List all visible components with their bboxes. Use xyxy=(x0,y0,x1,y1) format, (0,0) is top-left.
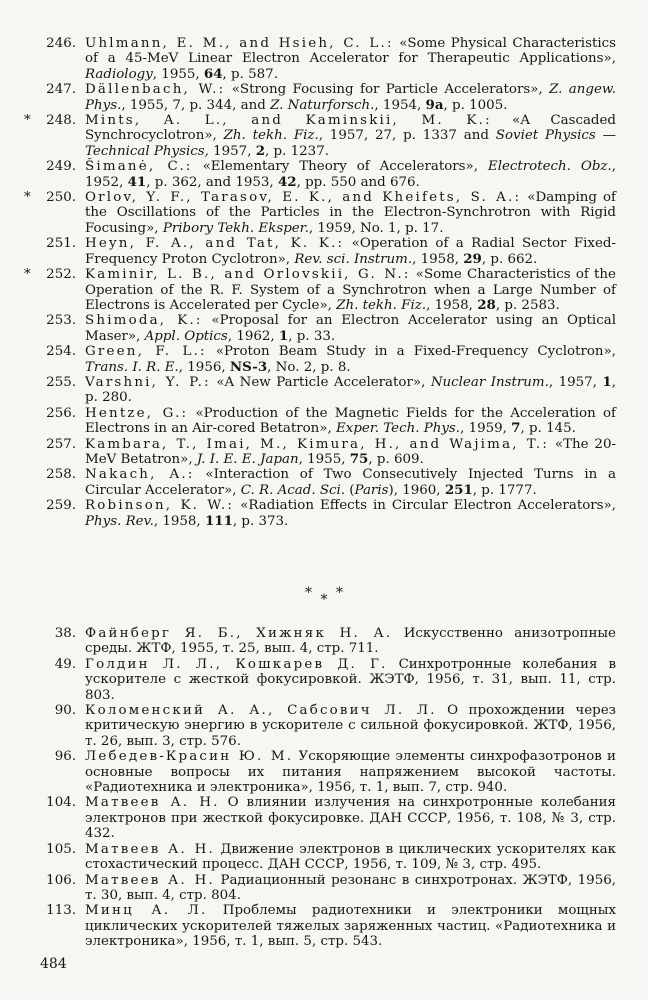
reference-authors: Матвеев А. Н. xyxy=(85,841,215,857)
reference-authors: Green, F. L.: xyxy=(85,344,207,360)
reference-text: , 1955, xyxy=(298,451,350,467)
reference-number-text: 258. xyxy=(46,467,76,483)
reference-number xyxy=(38,344,76,359)
reference-authors: Матвеев А. Н. xyxy=(85,795,220,811)
journal-title: Soviet Physics — Technical Physics, xyxy=(85,128,616,159)
reference-number xyxy=(38,406,76,421)
reference-entry xyxy=(38,236,616,267)
reference-text: , p. 609. xyxy=(368,451,424,467)
reference-authors: Dällenbach, W.: xyxy=(85,82,226,98)
reference-text: , p. 362, and 1953, xyxy=(146,174,278,190)
reference-text: Проблемы радиотехники и электроники мощных циклических ускорителей тяжелых заряженных частиц. «Радиотехника и электроника», 1956, т. 1, вып. 5, стр. 543. xyxy=(85,903,616,950)
journal-title: Trans. I. R. E. xyxy=(85,359,179,375)
reference-authors: Коломенский А. А., Сабсович Л. Л. xyxy=(85,703,437,719)
journal-title: Paris xyxy=(354,482,389,498)
reference-number: 49. xyxy=(54,656,76,672)
volume-number: 111 xyxy=(204,512,233,529)
reference-number xyxy=(24,190,76,206)
reference-number: 105. xyxy=(46,841,76,857)
reference-number-text: 255. xyxy=(46,374,76,390)
reference-number xyxy=(38,313,76,328)
reference-number xyxy=(38,375,76,390)
reference-text: «Proton Beam Study in a Fixed-Frequency Cyclotron», xyxy=(215,344,616,360)
reference-number xyxy=(38,159,76,174)
reference-text: , p. 1777. xyxy=(472,482,537,498)
reference-entry xyxy=(38,498,616,529)
volume-number: 75 xyxy=(349,450,369,467)
separator-star: * xyxy=(305,585,313,601)
reference-number xyxy=(24,113,76,129)
reference-number-text: 252. xyxy=(46,267,76,283)
reference-authors: Uhlmann, E. M., and Hsieh, C. L.: xyxy=(85,36,394,51)
reference-entry-ru xyxy=(38,795,616,841)
reference-entry xyxy=(38,82,616,113)
reference-text: , No. 2, p. 8. xyxy=(267,359,351,375)
reference-authors: Šimanė, C.: xyxy=(85,159,193,175)
journal-title: Zh. tekh. Fiz. xyxy=(336,297,427,313)
reference-authors: Heyn, F. A., and Tat, K. K.: xyxy=(85,236,345,252)
reference-authors: Лебедев-Красин Ю. М. xyxy=(85,749,294,765)
reference-text: , p. 33. xyxy=(288,328,336,344)
reference-number-text: 257. xyxy=(46,436,76,452)
reference-text: , 1958, xyxy=(426,297,478,313)
reference-number-text: 247. xyxy=(46,82,76,98)
journal-title: Radiology xyxy=(85,66,153,82)
reference-authors: Nakach, A.: xyxy=(85,467,195,483)
volume-number: 251 xyxy=(444,481,473,498)
reference-authors: Голдин Л. Л., Кошкарев Д. Г. xyxy=(85,656,388,672)
journal-title: Appl. Optics xyxy=(144,328,228,344)
journal-title: Phys. Rev. xyxy=(85,513,154,529)
reference-text: , p. 1237. xyxy=(265,143,329,159)
volume-number: 29 xyxy=(463,250,482,267)
reference-text: , p. 145. xyxy=(520,421,576,437)
reference-authors: Orlov, Y. F., Tarasov, E. K., and Kheifets, S. A.: xyxy=(85,190,522,206)
reference-text: 1957, xyxy=(208,143,256,159)
journal-title: Rev. sci. Instrum. xyxy=(294,251,413,267)
volume-number: 64 xyxy=(203,65,223,82)
reference-text: Синхротронные колебания в ускорителе с жесткой фокусировкой. ЖЭТФ, 1956, т. 31, вып. 11, стр. 803. xyxy=(85,656,616,703)
reference-text: , p. 280. xyxy=(85,374,616,406)
reference-text: , 1955, xyxy=(152,66,204,82)
reference-entry-ru xyxy=(38,657,616,703)
reference-text: «Some Characteristics of the Operation of the R. F. System of a Synchrotron when a Large Number of Electrons is Accelerated per Cycle», xyxy=(85,267,616,313)
volume-number: 9a xyxy=(425,96,444,113)
reference-text: «Some Physical Characteristics of a 45-MeV Linear Electron Accelerator for Therapeutic Applications», xyxy=(85,36,616,67)
reference-text: «Elementary Theory of Accelerators», xyxy=(202,159,488,175)
reference-number-text: 246. xyxy=(46,36,76,51)
reference-number: 113. xyxy=(46,903,76,919)
reference-number: 96. xyxy=(54,749,76,765)
volume-number: 2 xyxy=(255,142,266,159)
asterisk-mark: * xyxy=(24,113,31,129)
volume-number: NS-3 xyxy=(229,358,268,375)
journal-title: J. I. E. E. Japan xyxy=(196,451,299,467)
reference-number: 104. xyxy=(46,795,76,811)
reference-entry xyxy=(38,36,616,82)
reference-authors: Varshni, Y. P.: xyxy=(85,374,211,390)
reference-authors: Shimoda, K.: xyxy=(85,313,203,329)
reference-number-text: 259. xyxy=(46,498,76,514)
asterisk-mark: * xyxy=(24,190,31,206)
reference-text: , 1962, xyxy=(227,328,279,344)
journal-title: Electrotech. Obz. xyxy=(487,159,612,175)
reference-entry xyxy=(38,344,616,375)
reference-entry xyxy=(24,267,616,313)
reference-entry xyxy=(38,313,616,344)
journal-title: Pribory Tekh. Eksper. xyxy=(162,220,309,236)
reference-number xyxy=(38,36,76,51)
volume-number: 41 xyxy=(127,173,147,190)
reference-text: ( xyxy=(345,482,355,498)
reference-authors: Матвеев А. Н. xyxy=(85,872,215,888)
reference-number xyxy=(38,82,76,97)
reference-text: «Radiation Effects in Circular Electron Accelerators», xyxy=(240,498,616,514)
reference-entry-ru xyxy=(38,903,616,949)
reference-text: «Proposal for an Electron Accelerator using an Optical Maser», xyxy=(85,313,616,344)
english-reference-list xyxy=(24,36,616,529)
reference-entry xyxy=(38,467,616,498)
reference-number-text: 250. xyxy=(46,190,76,206)
journal-title: C. R. Acad. Sci. xyxy=(240,482,346,498)
reference-number-text: 256. xyxy=(46,405,76,421)
reference-entry xyxy=(24,190,616,236)
reference-text: , p. 1005. xyxy=(443,97,508,113)
reference-authors: Kambara, T., Imai, M., Kimura, H., and Wajima, T.: xyxy=(85,436,550,452)
reference-text: «Operation of a Radial Sector Fixed-Frequency Proton Cyclotron», xyxy=(85,236,616,267)
journal-title: Fiz. xyxy=(293,128,319,144)
reference-authors: Kaminir, L. B., and Orlovskii, G. N.: xyxy=(85,267,411,283)
reference-number xyxy=(24,267,76,283)
reference-entry-ru xyxy=(38,749,616,795)
reference-text: Движение электронов в циклических ускорителях как стохастический процесс. ДАН СССР, 1956, т. 109, № 3, стр. 495. xyxy=(85,841,616,873)
reference-text: «A New Particle Accelerator», xyxy=(216,374,431,390)
reference-text: , 1958, xyxy=(412,251,464,267)
reference-number xyxy=(38,437,76,452)
reference-entry xyxy=(38,406,616,437)
journal-title: Zh. tekh xyxy=(223,128,283,144)
volume-number: 1 xyxy=(278,327,289,344)
reference-text: , 1954, xyxy=(374,97,426,113)
reference-text: . xyxy=(282,128,294,144)
russian-reference-list xyxy=(38,626,616,950)
reference-entry xyxy=(38,159,616,190)
reference-entry xyxy=(38,437,616,468)
reference-text: , 1958, xyxy=(153,513,205,529)
journal-title: Z. Naturforsch. xyxy=(270,97,375,113)
journal-title: Z. angew. Phys. xyxy=(85,82,616,113)
reference-text: «Production of the Magnetic Fields for the Acceleration of Electrons in an Air-cored Betatron», xyxy=(85,405,616,437)
reference-entry-ru xyxy=(38,873,616,904)
reference-entry xyxy=(38,375,616,406)
reference-entry-ru xyxy=(38,703,616,749)
reference-number xyxy=(38,467,76,482)
reference-text: «A Cascaded Synchrocyclotron», xyxy=(85,113,616,144)
reference-text: , 1952, xyxy=(85,159,616,190)
reference-authors: Robinson, K. W.: xyxy=(85,498,235,514)
reference-authors: Файнберг Я. Б., Хижняк Н. А. xyxy=(85,626,393,641)
reference-text: О прохождении через критическую энергию в ускорителе с сильной фокусировкой. ЖТФ, 1956, т. 26, вып. 3, стр. 576. xyxy=(85,703,616,749)
reference-text: , p. 662. xyxy=(481,251,538,267)
reference-text: Искусственно анизотропные среды. ЖТФ, 1955, т. 25, вып. 4, стр. 711. xyxy=(85,626,616,657)
asterisk-mark: * xyxy=(24,267,31,283)
reference-entry xyxy=(24,113,616,159)
reference-text: , p. 587. xyxy=(222,66,278,82)
reference-text: Ускоряющие элементы синхрофазотронов и основные вопросы их питания напряжением высокой частоты. «Радиотехника и электроника», 1956, т. 1, вып. 7, стр. 940. xyxy=(85,749,616,796)
reference-number: 90. xyxy=(54,703,76,719)
reference-text: «Damping of the Oscillations of the Particles in the Electron-Synchrotron with Rigid Focusing», xyxy=(85,190,616,236)
reference-text: , 1959, xyxy=(460,421,512,437)
reference-entry-ru xyxy=(38,842,616,873)
reference-text: , 1955, 7, p. 344, and xyxy=(121,97,271,113)
reference-authors: Hentze, G.: xyxy=(85,405,189,421)
reference-text: «Strong Focusing for Particle Accelerators», xyxy=(231,82,550,98)
reference-number: 38. xyxy=(54,626,76,641)
reference-authors: Минц А. Л. xyxy=(85,903,208,919)
reference-number-text: 251. xyxy=(46,236,76,252)
section-separator xyxy=(0,585,648,608)
reference-text: , 1957, xyxy=(548,374,603,390)
reference-text: ), 1960, xyxy=(388,482,445,498)
journal-title: Exper. Tech. Phys. xyxy=(336,421,461,437)
reference-number-text: 248. xyxy=(46,113,76,129)
reference-entry-ru xyxy=(38,626,616,657)
reference-text: «Interaction of Two Consecutively Injected Turns in a Circular Accelerator», xyxy=(85,467,616,498)
reference-number-text: 254. xyxy=(46,344,76,360)
reference-text: , p. 373. xyxy=(232,513,289,529)
volume-number: 42 xyxy=(277,173,297,190)
reference-number-text: 253. xyxy=(46,313,76,329)
reference-text: , 1957, 27, p. 1337 and xyxy=(318,128,496,144)
reference-text: , 1959, No. 1, p. 17. xyxy=(308,220,444,236)
reference-text: , pp. 550 and 676. xyxy=(296,174,420,190)
reference-number-text: 249. xyxy=(46,159,76,175)
reference-text: , 1956, xyxy=(178,359,230,375)
page-number: 484 xyxy=(40,956,67,972)
reference-number xyxy=(38,498,76,513)
reference-text: О влиянии излучения на синхротронные колебания электронов при жесткой фокусировке. ДАН СССР, 1956, т. 108, № 3, стр. 432. xyxy=(85,795,617,842)
reference-text: «The 20-MeV Betatron», xyxy=(85,436,616,467)
separator-star: * xyxy=(320,592,328,608)
reference-text: Радиационный резонанс в синхротронах. ЖЭТФ, 1956, т. 30, вып. 4, стр. 804. xyxy=(85,872,616,903)
journal-title: Nuclear Instrum. xyxy=(430,374,549,390)
separator-star: * xyxy=(335,585,343,601)
reference-authors: Mints, A. L., and Kaminskii, M. K.: xyxy=(85,113,492,129)
volume-number: 28 xyxy=(477,296,496,313)
reference-number xyxy=(38,236,76,251)
reference-number: 106. xyxy=(46,872,76,888)
reference-text: , p. 2583. xyxy=(495,297,560,313)
volume-number: 1 xyxy=(602,373,612,390)
volume-number: 7 xyxy=(511,420,521,437)
